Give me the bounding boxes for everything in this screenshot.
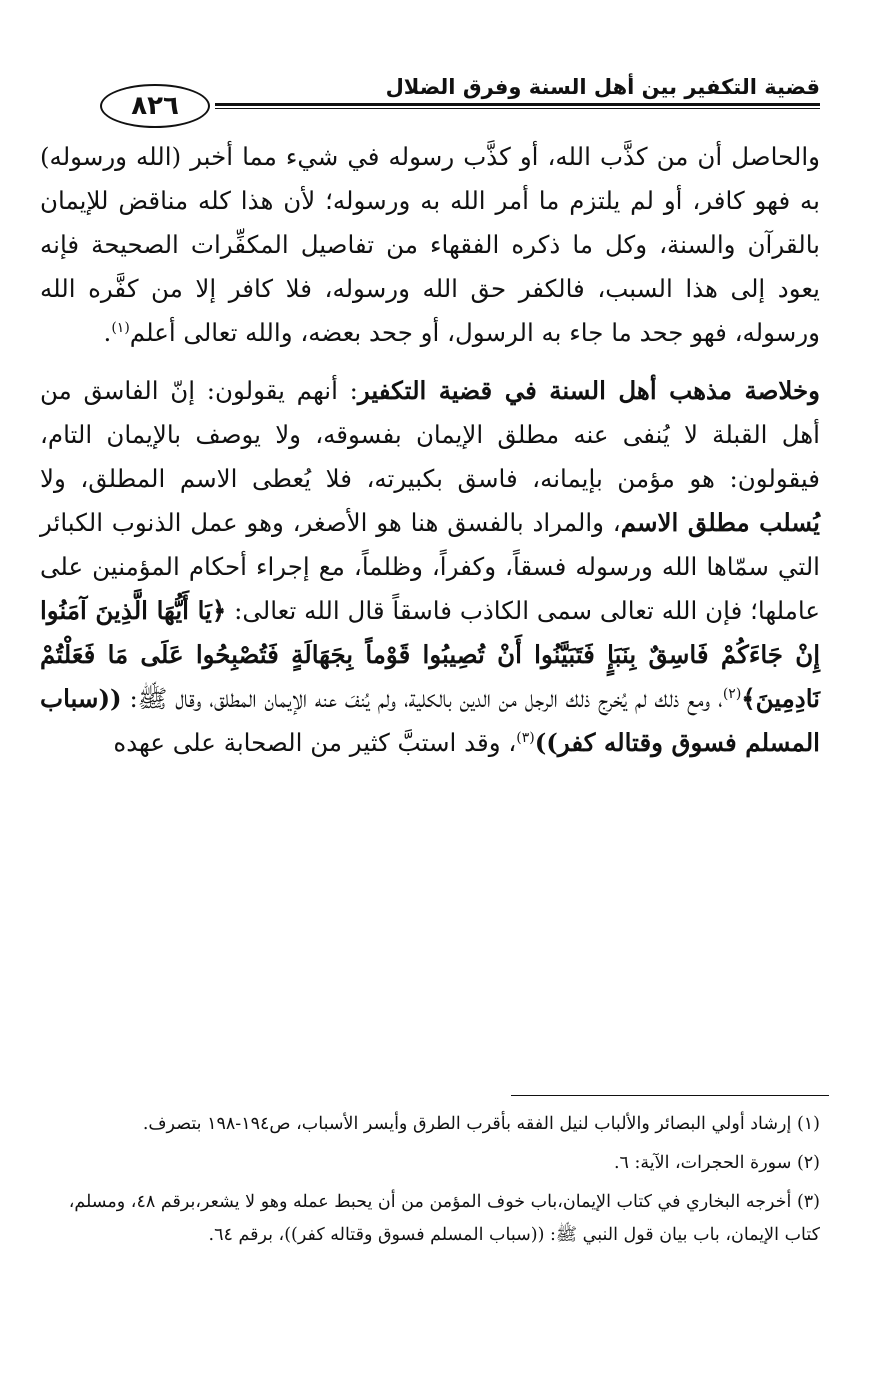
quran-verse: ﴿يَا أَيُّهَا الَّذِينَ آمَنُوا إِنْ جَاءَكُمْ فَاسِقٌ بِنَبَإٍ فَتَبَيَّنُوا أَنْ تُصِيبُوا قَوْماً بِجَهَالَةٍ فَتُصْبِحُوا عَلَى مَا فَعَلْتُمْ نَادِمِينَ﴾: [40, 596, 820, 713]
footnote-number: (١): [796, 1114, 820, 1134]
footnote-number: (٣): [796, 1192, 820, 1212]
paragraph-1-end: .: [103, 318, 112, 347]
footnote-text: إرشاد أولي البصائر والألباب لنيل الفقه بأقرب الطرق وأيسر الأسباب، ص١٩٤-١٩٨ بتصرف.: [142, 1114, 792, 1134]
footnote-text: سورة الحجرات، الآية: ٦.: [613, 1153, 792, 1173]
paragraph-2-text-b: ، والمراد بالفسق هنا هو الأصغر، وهو عمل الذنوب الكبائر التي سمّاها الله ورسوله فسقاً، وكفراً، وظلماً، مع إجراء أحكام المؤمنين على عاملها؛ فإن الله تعالى سمى الكاذب فاسقاً قال الله تعالى:: [40, 508, 821, 625]
footnote-text: أخرجه البخاري في كتاب الإيمان،باب خوف المؤمن من أن يحبط عمله وهو لا يشعر،برقم ٤٨، ومسلم، كتاب الإيمان، باب بيان قول النبي ﷺ: ((سباب المسلم فسوق وقتاله كفر))، برقم ٦٤.: [68, 1192, 820, 1245]
paragraph-2-text-d: ، وقد استبَّ كثير من الصحابة على عهده: [113, 728, 517, 757]
footnotes: [40, 1108, 820, 1258]
page-number: ٨٢٦: [100, 84, 210, 128]
page-header: [40, 70, 820, 130]
paragraph-2-bold: يُسلب مطلق الاسم: [620, 508, 821, 537]
paragraph-2-text-c: ، ومع ذلك لم يُخرج ذلك الرجل من الدين بالكلية، ولم يُنفَ عنه الإيمان المطلق، وقال ﷺ:: [121, 684, 723, 713]
paragraph-2-text-a: : أنهم يقولون: إنّ الفاسق من أهل القبلة لا يُنفى عنه مطلق الإيمان بفسوقه، ولا يوصف بالإيمان التام، فيقولون: هو مؤمن بإيمانه، فاسق بكبيرته، فلا يُعطى الاسم المطلق، ولا: [40, 376, 820, 493]
footnote-ref-3: (٣): [516, 729, 535, 746]
footnote-separator: [511, 1095, 829, 1096]
paragraph-2: [40, 369, 820, 765]
paragraph-1: [40, 135, 820, 355]
header-rule-thin: [215, 108, 820, 109]
footnote-2: [40, 1147, 820, 1180]
paragraph-1-text: والحاصل أن من كذَّب الله، أو كذَّب رسوله في شيء مما أخبر (الله ورسوله) به فهو كافر، أو لم يلتزم ما أمر الله به ورسوله؛ لأن هذا كله مناقض للإيمان بالقرآن والسنة، وكل ما ذكره الفقهاء من تفاصيل المكفِّرات الصحيحة فإنه يعود إلى هذا السبب، فالكفر حق الله ورسوله، فلا كافر إلا من كفَّره الله ورسوله، فهو جحد ما جاء به الرسول، أو جحد بعضه، والله تعالى أعلم: [40, 142, 820, 347]
header-rule: [215, 103, 820, 106]
running-title: قضية التكفير بين أهل السنة وفرق الضلال: [385, 75, 820, 99]
footnote-number: (٢): [796, 1153, 820, 1173]
footnote-ref-1: (١): [111, 319, 130, 336]
footnote-ref-2: (٢): [722, 685, 742, 702]
hadith-quote: ((سباب المسلم فسوق وقتاله كفر)): [40, 684, 820, 757]
paragraph-2-lead: وخلاصة مذهب أهل السنة في قضية التكفير: [357, 376, 820, 405]
footnote-1: [40, 1108, 820, 1141]
footnote-3: [40, 1186, 820, 1252]
main-text: [40, 135, 820, 765]
